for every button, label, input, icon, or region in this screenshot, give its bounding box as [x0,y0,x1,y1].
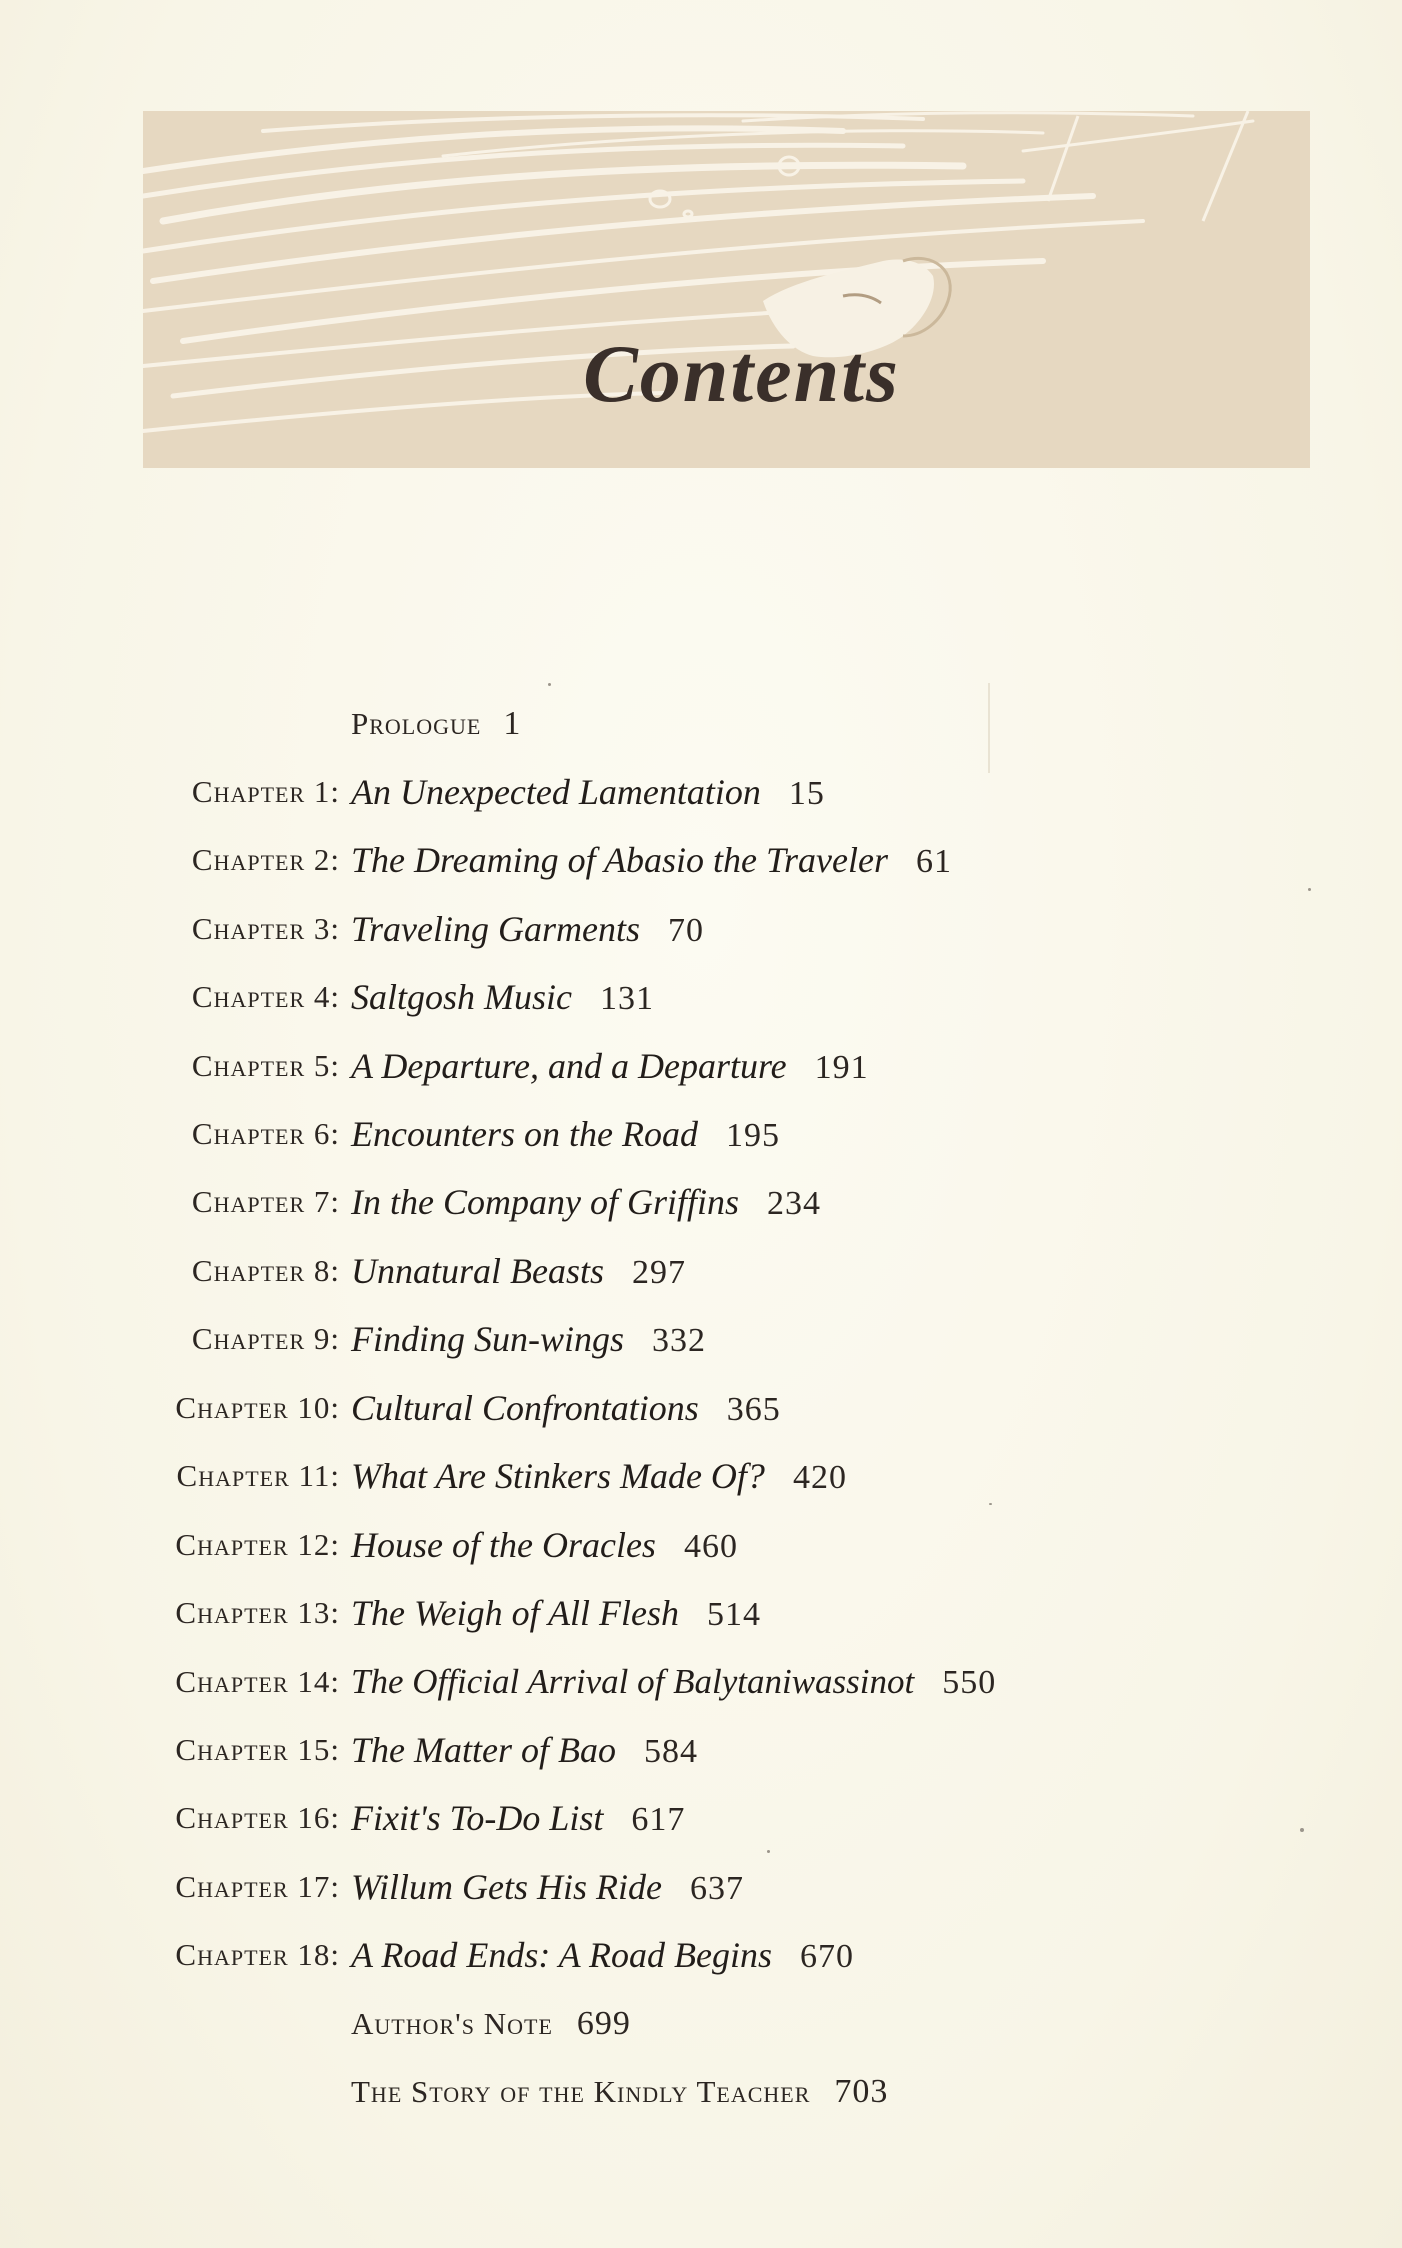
chapter-entry [351,768,825,824]
toc-row-prologue[interactable] [0,700,1402,768]
chapter-entry [351,1794,685,1850]
chapter-label: Chapter 12: [175,1527,340,1562]
toc-row-chapter-9[interactable] [0,1315,1402,1383]
chapter-entry [351,1452,847,1508]
toc-row-chapter-11[interactable] [0,1452,1402,1520]
chapter-label: Chapter 9: [191,1321,340,1356]
toc-row-chapter-8[interactable] [0,1247,1402,1315]
chapter-entry [351,1042,869,1098]
chapter-label: Chapter 5: [191,1048,340,1083]
chapter-entry [351,1726,698,1782]
chapter-title: A Departure, and a Departure [351,1046,787,1086]
chapter-title: The Dreaming of Abasio the Traveler [351,840,888,880]
chapter-entry [351,1384,781,1440]
chapter-entry [351,905,704,961]
chapter-title: Traveling Garments [351,909,641,949]
chapter-title: Saltgosh Music [351,977,572,1017]
chapter-title: A Road Ends: A Road Begins [351,1935,772,1975]
chapter-title: The Weigh of All Flesh [351,1593,679,1633]
chapter-page: 234 [766,1185,821,1222]
prologue-label: Prologue [351,706,482,741]
chapter-title: Unnatural Beasts [351,1251,605,1291]
chapter-entry [351,1658,996,1713]
chapter-title: The Matter of Bao [351,1730,616,1770]
toc-row-chapter-6[interactable] [0,1110,1402,1178]
chapter-title: An Unexpected Lamentation [351,772,761,812]
chapter-label: Chapter 10: [175,1390,340,1425]
toc-row-chapter-7[interactable] [0,1178,1402,1246]
paper-speck [767,1850,770,1853]
chapter-page: 420 [792,1459,847,1496]
chapter-label: Chapter 14: [175,1664,340,1699]
chapter-page: 670 [799,1938,854,1975]
toc-row-chapter-15[interactable] [0,1726,1402,1794]
chapter-label: Chapter 15: [175,1732,340,1767]
chapter-page: 637 [689,1870,744,1907]
chapter-page: 191 [814,1049,869,1086]
chapter-label: Chapter 8: [191,1253,340,1288]
kindly-teacher-label: The Story of the Kindly Teacher [351,2074,811,2109]
toc-row-chapter-17[interactable] [0,1863,1402,1931]
chapter-entry [351,836,952,892]
toc-row-chapter-12[interactable] [0,1521,1402,1589]
chapter-title: What Are Stinkers Made Of? [351,1456,765,1496]
chapter-entry [351,1247,686,1303]
toc-row-chapter-5[interactable] [0,1042,1402,1110]
chapter-label: Chapter 4: [191,979,340,1014]
chapter-title: In the Company of Griffins [351,1182,739,1222]
chapter-page: 61 [915,843,952,880]
chapter-page: 70 [668,912,705,949]
toc-row-kindly-teacher[interactable] [0,2068,1402,2136]
prologue-page: 1 [503,705,522,742]
chapter-label: Chapter 2: [191,842,340,877]
paper-speck [989,1503,992,1505]
chapter-page: 617 [631,1801,686,1838]
chapter-label: Chapter 18: [175,1937,340,1972]
chapter-title: Encounters on the Road [351,1114,698,1154]
chapter-page: 195 [725,1117,780,1154]
chapter-title: Cultural Confrontations [351,1388,699,1428]
toc-row-chapter-3[interactable] [0,905,1402,973]
chapter-page: 584 [643,1733,698,1770]
authors-note-label: Author's Note [351,2006,553,2041]
chapter-entry [351,1863,744,1919]
chapter-label: Chapter 1: [191,774,340,809]
chapter-title: Finding Sun-wings [351,1319,625,1359]
header-banner [143,111,1310,468]
authors-note-page: 699 [576,2005,631,2042]
chapter-entry [351,1521,738,1577]
chapter-entry [351,1589,761,1645]
toc-row-authors-note[interactable] [0,2000,1402,2068]
paper-speck [1308,888,1311,891]
toc-row-chapter-13[interactable] [0,1589,1402,1657]
kindly-teacher-entry [351,2068,888,2122]
toc-row-chapter-1[interactable] [0,768,1402,836]
chapter-page: 514 [707,1596,761,1633]
chapter-label: Chapter 13: [175,1595,340,1630]
chapter-entry [351,1931,854,1987]
chapter-page: 131 [600,980,654,1017]
contents-heading: Contents [583,328,900,419]
authors-note-entry [351,2000,631,2054]
toc-row-chapter-18[interactable] [0,1931,1402,1999]
chapter-title: Willum Gets His Ride [351,1867,662,1907]
chapter-page: 332 [652,1322,707,1359]
chapter-label: Chapter 7: [191,1184,340,1219]
chapter-page: 297 [632,1254,687,1291]
chapter-entry [351,973,654,1029]
toc-row-chapter-2[interactable] [0,836,1402,904]
chapter-entry [351,1315,706,1371]
paper-speck [548,683,551,686]
paper-speck [1300,1828,1304,1832]
chapter-label: Chapter 11: [176,1458,340,1493]
chapter-entry [351,1110,780,1166]
chapter-title: Fixit's To-Do List [351,1798,604,1838]
toc-row-chapter-10[interactable] [0,1384,1402,1452]
toc-row-chapter-14[interactable] [0,1658,1402,1726]
chapter-label: Chapter 16: [175,1800,340,1835]
chapter-title: House of the Oracles [351,1525,656,1565]
chapter-label: Chapter 17: [175,1869,340,1904]
toc-row-chapter-4[interactable] [0,973,1402,1041]
prologue-entry [351,700,521,754]
chapter-entry [351,1178,821,1234]
toc-row-chapter-16[interactable] [0,1794,1402,1862]
kindly-teacher-page: 703 [834,2073,889,2110]
chapter-page: 460 [683,1528,738,1565]
chapter-page: 550 [942,1664,997,1701]
chapter-page: 15 [788,775,825,812]
chapter-page: 365 [726,1391,781,1428]
chapter-label: Chapter 6: [191,1116,340,1151]
chapter-title: The Official Arrival of Balytaniwassinot [351,1662,915,1701]
chapter-label: Chapter 3: [191,911,340,946]
